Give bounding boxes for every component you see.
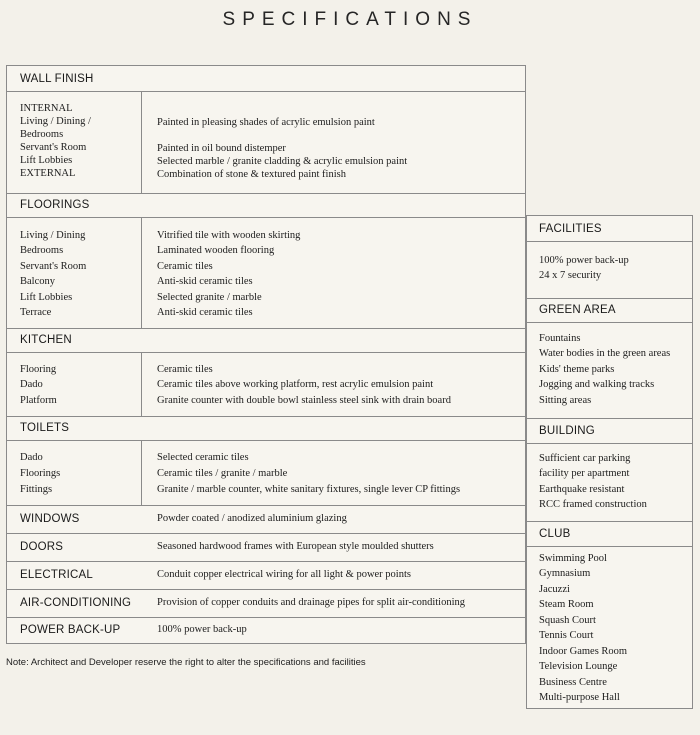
- kitchen-label: Dado: [20, 379, 43, 390]
- floorings-value: Laminated wooden flooring: [157, 245, 275, 256]
- club-item: Tennis Court: [539, 630, 594, 641]
- club-item: Indoor Games Room: [539, 646, 628, 657]
- divider: [7, 352, 525, 353]
- power-backup-header: POWER BACK-UP: [20, 624, 121, 636]
- green-area-item: Fountains: [539, 333, 581, 344]
- facilities-item: 24 x 7 security: [539, 270, 602, 281]
- doors-header: DOORS: [20, 541, 64, 553]
- floorings-header: FLOORINGS: [20, 199, 90, 211]
- building-item: Earthquake resistant: [539, 484, 625, 495]
- divider: [527, 443, 692, 444]
- electrical-value: Conduit copper electrical wiring for all light & power points: [157, 569, 411, 580]
- floorings-label: Bedrooms: [20, 245, 64, 256]
- wall-finish-value: Painted in pleasing shades of acrylic emulsion paint: [157, 117, 375, 128]
- divider: [7, 193, 525, 194]
- floorings-label: Lift Lobbies: [20, 292, 73, 303]
- wall-finish-label: Living / Dining /: [20, 116, 91, 127]
- wall-finish-label: EXTERNAL: [20, 168, 76, 179]
- divider: [7, 505, 525, 506]
- club-header: CLUB: [539, 528, 571, 540]
- floorings-value: Selected granite / marble: [157, 292, 262, 303]
- windows-header: WINDOWS: [20, 513, 80, 525]
- floorings-value: Anti-skid ceramic tiles: [157, 276, 253, 287]
- divider: [527, 418, 692, 419]
- kitchen-value: Granite counter with double bowl stainless steel sink with drain board: [157, 395, 451, 406]
- windows-value: Powder coated / anodized aluminium glazing: [157, 513, 347, 524]
- air-conditioning-header: AIR-CONDITIONING: [20, 597, 132, 609]
- toilets-header: TOILETS: [20, 422, 70, 434]
- club-item: Television Lounge: [539, 661, 618, 672]
- column-divider: [141, 352, 142, 416]
- kitchen-label: Platform: [20, 395, 57, 406]
- club-item: Squash Court: [539, 615, 596, 626]
- divider: [7, 589, 525, 590]
- divider: [527, 298, 692, 299]
- divider: [527, 546, 692, 547]
- green-area-item: Water bodies in the green areas: [539, 348, 671, 359]
- wall-finish-value: Combination of stone & textured paint finish: [157, 169, 346, 180]
- divider: [7, 328, 525, 329]
- column-divider: [141, 92, 142, 193]
- wall-finish-label: INTERNAL: [20, 103, 73, 114]
- toilets-label: Dado: [20, 452, 43, 463]
- club-item: Jacuzzi: [539, 584, 570, 595]
- doors-value: Seasoned hardwood frames with European style moulded shutters: [157, 541, 434, 552]
- divider: [527, 241, 692, 242]
- wall-finish-value: Painted in oil bound distemper: [157, 143, 286, 154]
- kitchen-label: Flooring: [20, 364, 57, 375]
- club-item: Steam Room: [539, 599, 594, 610]
- floorings-value: Anti-skid ceramic tiles: [157, 307, 253, 318]
- green-area-item: Kids' theme parks: [539, 364, 615, 375]
- toilets-value: Selected ceramic tiles: [157, 452, 249, 463]
- divider: [7, 416, 525, 417]
- toilets-label: Fittings: [20, 484, 53, 495]
- green-area-item: Jogging and walking tracks: [539, 379, 655, 390]
- divider: [7, 561, 525, 562]
- floorings-label: Balcony: [20, 276, 55, 287]
- floorings-value: Vitrified tile with wooden skirting: [157, 230, 301, 241]
- toilets-label: Floorings: [20, 468, 61, 479]
- wall-finish-label: Lift Lobbies: [20, 155, 73, 166]
- wall-finish-label: Servant's Room: [20, 142, 87, 153]
- power-backup-value: 100% power back-up: [157, 624, 247, 635]
- building-header: BUILDING: [539, 425, 595, 437]
- club-item: Multi-purpose Hall: [539, 692, 620, 703]
- divider: [7, 91, 525, 92]
- club-item: Business Centre: [539, 677, 607, 688]
- disclaimer-note: Note: Architect and Developer reserve the right to alter the specifications and facilities: [6, 657, 366, 668]
- building-item: Sufficient car parking: [539, 453, 631, 464]
- divider: [7, 217, 525, 218]
- floorings-label: Servant's Room: [20, 261, 87, 272]
- column-divider: [141, 440, 142, 505]
- kitchen-header: KITCHEN: [20, 334, 72, 346]
- facilities-item: 100% power back-up: [539, 255, 629, 266]
- divider: [7, 440, 525, 441]
- club-item: Gymnasium: [539, 568, 591, 579]
- floorings-value: Ceramic tiles: [157, 261, 213, 272]
- facilities-table: [526, 215, 693, 709]
- green-area-item: Sitting areas: [539, 395, 592, 406]
- divider: [7, 533, 525, 534]
- wall-finish-value: Selected marble / granite cladding & acrylic emulsion paint: [157, 156, 408, 167]
- toilets-value: Ceramic tiles / granite / marble: [157, 468, 288, 479]
- green-area-header: GREEN AREA: [539, 304, 616, 316]
- building-item: facility per apartment: [539, 468, 630, 479]
- divider: [527, 521, 692, 522]
- club-item: Swimming Pool: [539, 553, 607, 564]
- floorings-label: Living / Dining: [20, 230, 86, 241]
- page-title: SPECIFICATIONS: [222, 9, 478, 30]
- wall-finish-header: WALL FINISH: [20, 73, 94, 85]
- specifications-table: [6, 65, 526, 644]
- facilities-header: FACILITIES: [539, 223, 602, 235]
- building-item: RCC framed construction: [539, 499, 647, 510]
- divider: [7, 617, 525, 618]
- column-divider: [141, 218, 142, 328]
- air-conditioning-value: Provision of copper conduits and drainage pipes for split air-conditioning: [157, 597, 466, 608]
- wall-finish-label: Bedrooms: [20, 129, 64, 140]
- kitchen-value: Ceramic tiles above working platform, rest acrylic emulsion paint: [157, 379, 434, 390]
- divider: [527, 322, 692, 323]
- electrical-header: ELECTRICAL: [20, 569, 93, 581]
- floorings-label: Terrace: [20, 307, 52, 318]
- toilets-value: Granite / marble counter, white sanitary fixtures, single lever CP fittings: [157, 484, 461, 495]
- kitchen-value: Ceramic tiles: [157, 364, 213, 375]
